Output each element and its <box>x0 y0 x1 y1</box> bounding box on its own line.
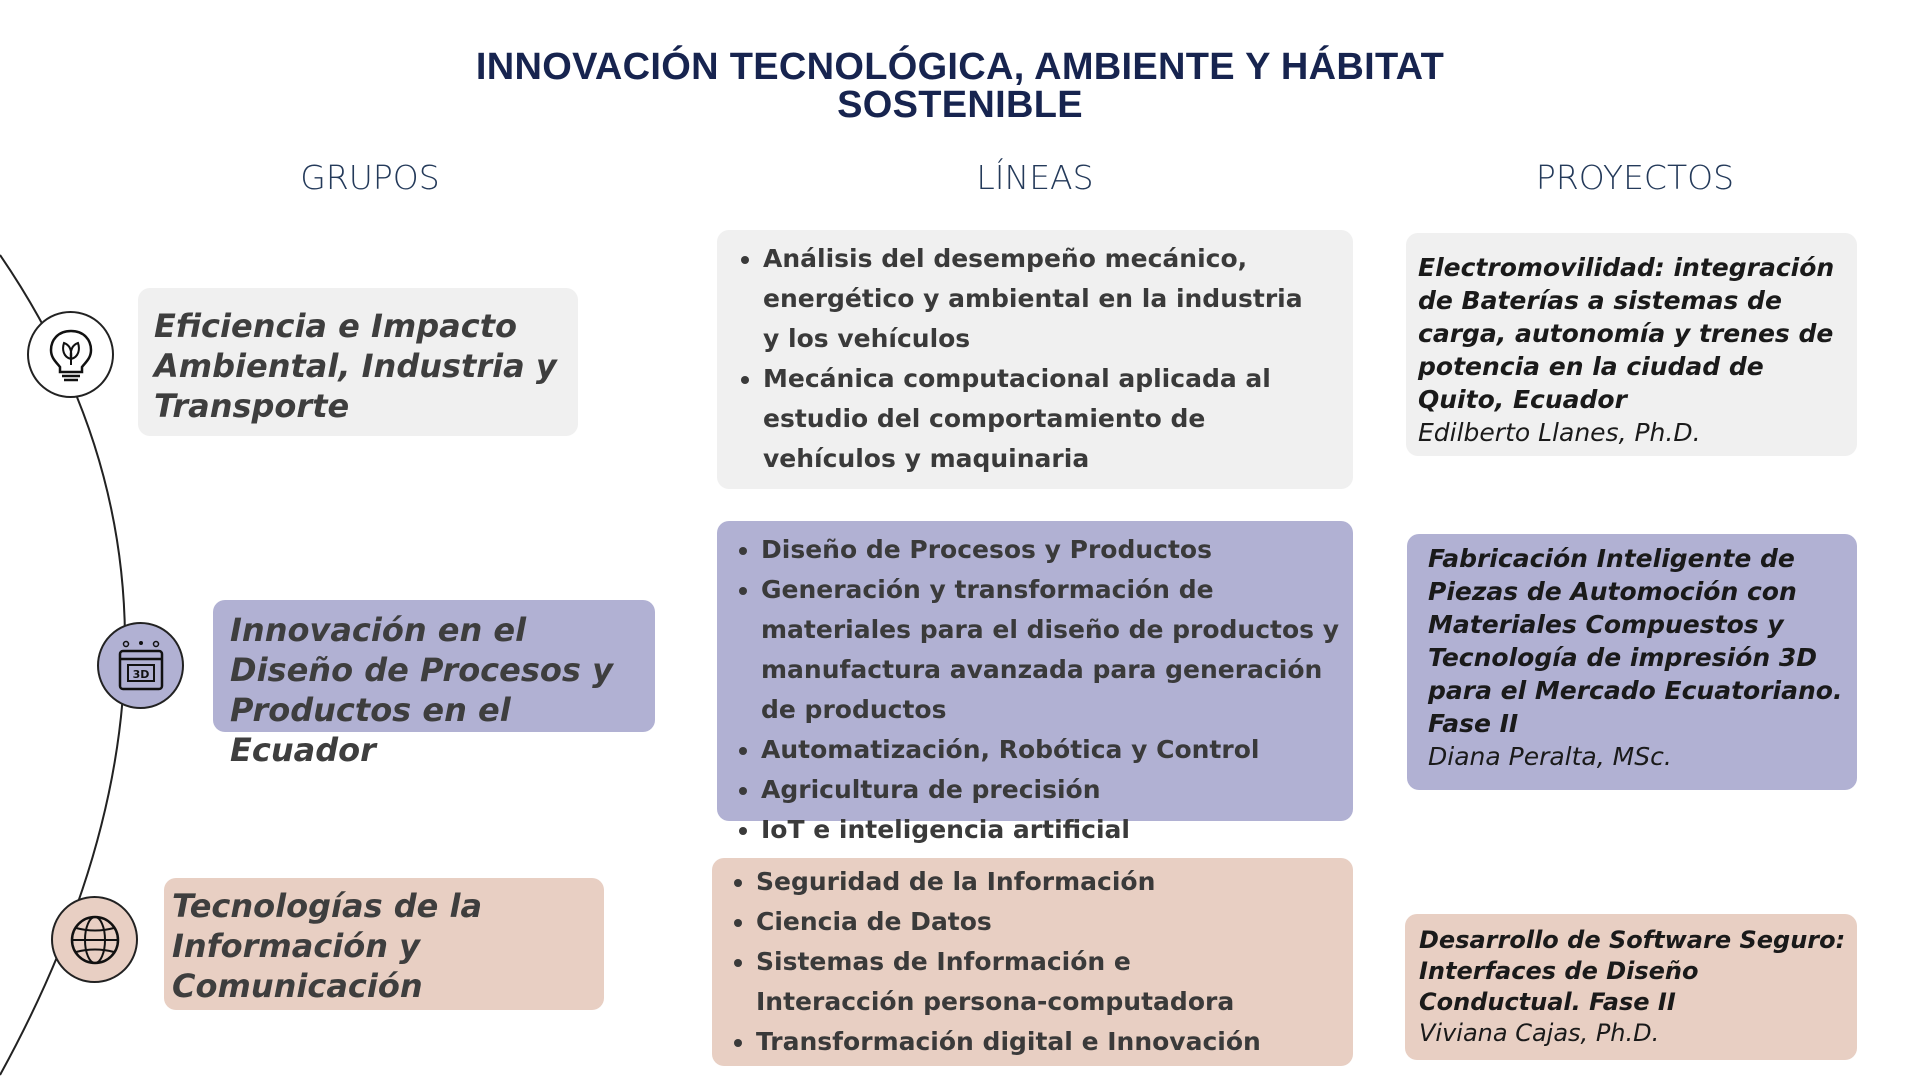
group-box-2 <box>213 600 655 769</box>
project-box-3 <box>1405 914 1857 1060</box>
line-item: • Transformación digital e Innovación <box>756 1022 1293 1062</box>
group-icon-2 <box>97 622 184 709</box>
column-header-groups: GRUPOS <box>300 158 440 197</box>
lines-list <box>712 862 1293 1062</box>
group-box-1 <box>138 288 578 436</box>
group-name: Tecnologías de la Información y Comunicación <box>172 887 483 1005</box>
lines-box-3 <box>712 858 1353 1066</box>
line-item: • Análisis del desempeño mecánico, energético y ambiental en la industria y los vehículos <box>763 239 1313 359</box>
lines-list <box>717 239 1313 479</box>
page-title <box>0 48 1920 124</box>
svg-text:3D: 3D <box>132 667 149 681</box>
column-header-projects: PROYECTOS <box>1535 158 1735 197</box>
group-name: Eficiencia e Impacto Ambiental, Industria y Transporte <box>154 307 557 425</box>
group-icon-1 <box>27 311 114 398</box>
line-item: • Agricultura de precisión <box>761 770 1343 810</box>
lines-box-1 <box>717 230 1353 489</box>
project-author: Diana Peralta, MSc. <box>1428 742 1672 771</box>
project-title: Desarrollo de Software Seguro: Interfaces de Diseño Conductual. Fase II <box>1419 926 1846 1016</box>
line-item: • Automatización, Robótica y Control <box>761 730 1343 770</box>
group-name: Innovación en el Diseño de Procesos y Productos en el Ecuador <box>230 611 613 769</box>
column-header-lines: LÍNEAS <box>976 158 1094 197</box>
group-box-3 <box>164 878 604 1010</box>
line-item: • Diseño de Procesos y Productos <box>761 530 1343 570</box>
line-item: • Generación y transformación de materiales para el diseño de productos y manufactura avanzada para generación de productos <box>761 570 1343 730</box>
project-title: Electromovilidad: integración de Baterías a sistemas de carga, autonomía y trenes de potencia en la ciudad de Quito, Ecuador <box>1418 253 1835 414</box>
line-item: • Mecánica computacional aplicada al estudio del comportamiento de vehículos y maquinaria <box>763 359 1313 479</box>
project-box-1 <box>1406 233 1857 456</box>
project-author: Edilberto Llanes, Ph.D. <box>1418 418 1701 447</box>
lines-box-2 <box>717 521 1353 844</box>
project-box-2 <box>1407 534 1857 790</box>
project-title: Fabricación Inteligente de Piezas de Automoción con Materiales Compuestos y Tecnología de impresión 3D para el Mercado Ecuatoriano. Fase II <box>1428 544 1843 738</box>
group-icon-3 <box>51 896 138 983</box>
line-item: • Sistemas de Información e Interacción persona-computadora <box>756 942 1293 1022</box>
project-author: Viviana Cajas, Ph.D. <box>1419 1019 1660 1047</box>
lightbulb-leaf-icon <box>45 327 97 383</box>
line-item: • Seguridad de la Información <box>756 862 1293 902</box>
3d-printer-icon <box>112 637 170 695</box>
title-line-2: SOSTENIBLE <box>837 84 1083 126</box>
line-item: • Ciencia de Datos <box>756 902 1293 942</box>
line-item: • IoT e inteligencia artificial <box>761 810 1343 850</box>
lines-list <box>717 530 1343 850</box>
title-line-1: INNOVACIÓN TECNOLÓGICA, AMBIENTE Y HÁBITAT <box>475 46 1445 88</box>
globe-icon <box>68 913 122 967</box>
